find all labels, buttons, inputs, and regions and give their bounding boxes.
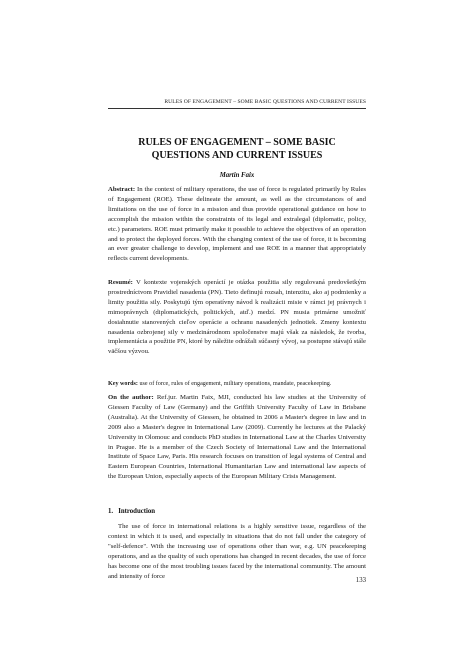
page-number: 133	[355, 577, 366, 584]
resume-paragraph	[108, 278, 366, 357]
section-heading-introduction: 1. Introduction	[108, 508, 156, 515]
abstract-paragraph	[108, 185, 366, 264]
introduction-paragraph: The use of force in international relations is a highly sensitive issue, regardless of the context in which it is used, and especially in situations that do not fall under the category of "self-defence". With the increasing use of operations other than war, e.g. UN peacekeeping operations, and as the quality of such operations has changed in recent decades, the use of force has become one of the most troubling issues faced by the international community. The amount and intensity of force	[108, 523, 366, 580]
author-bio-label: On the author:	[108, 394, 154, 401]
header-rule	[108, 108, 366, 109]
keywords-paragraph	[108, 380, 366, 389]
keywords-text: use of force, rules of engagement, military operations, mandate, peacekeeping.	[139, 381, 332, 387]
resume-text: V kontexte vojenských operácií je otázka použitia sily regulovaná predovšetkým prostredníctvom Pravidiel nasadenia (PN). Tieto definujú rozsah, intenzitu, ako aj podmienky a limity použitia sily. Poskytujú tým operatívny návod k realizácii misie v rámci jej právnych i mimoprávnych (diplomatických, politických, atď.) medzí. PN musia primárne umožniť dosiahnutie stanovených cieľov operácie a ochranu nasadených jednotiek. Zmeny kontextu nasadenia ozbrojenej sily v medzinárodnom spoločenstve majú však za následok, že tvorba, implementácia a použitie PN, ktoré by náležite odrážali súčasný vývoj, sa postupne stávajú stále väčšou výzvou.	[108, 279, 366, 356]
running-header: RULES OF ENGAGEMENT – SOME BASIC QUESTIONS AND CURRENT ISSUES	[164, 99, 366, 105]
keywords-label: Key words:	[108, 381, 138, 387]
article-author: Martin Faix	[219, 172, 255, 179]
abstract-text: In the context of military operations, the use of force is regulated primarily by Rules of Engagement (ROE). These delineate the amount, as well as the circumstances of and limitations on the use of force in a mission and thus provide operational guidance on how to accomplish the mission within the constraints of its legal and extralegal (diplomatic, policy, etc.) parameters. ROE must primarily make it possible to achieve the objectives of an operation and to protect the deployed forces. With the changing context of the use of force, it is becoming an ever greater challenge to develop, implement and use ROE in a manner that appropriately reflects current developments.	[108, 186, 367, 263]
article-title: RULES OF ENGAGEMENT – SOME BASIC QUESTIONS AND CURRENT ISSUES	[138, 137, 336, 161]
author-bio-text: Ref.jur. Martin Faix, MJI, conducted his law studies at the University of Giessen Faculty of Law (Germany) and the Griffith University Faculty of Law in Brisbane (Australia). At the University of Giessen, he obtained in 2006 a Master's degree in law and in 2009 also a Master's degree in International Law (2009). Currently he lectures at the Palacký University in Olomouc and conducts PhD studies in International Law at the Charles University in Prague. He is a member of the Czech Society of International Law and the International Institute of Space Law, Paris. His research focuses on transition of legal systems of Central and Eastern European Countries, International Humanitarian Law and international law aspects of the European Union, especially aspects of the European Military Crisis Management.	[108, 394, 366, 481]
abstract-label: Abstract:	[108, 186, 136, 193]
resume-label: Resumé:	[108, 279, 133, 286]
author-bio-paragraph	[108, 393, 366, 482]
